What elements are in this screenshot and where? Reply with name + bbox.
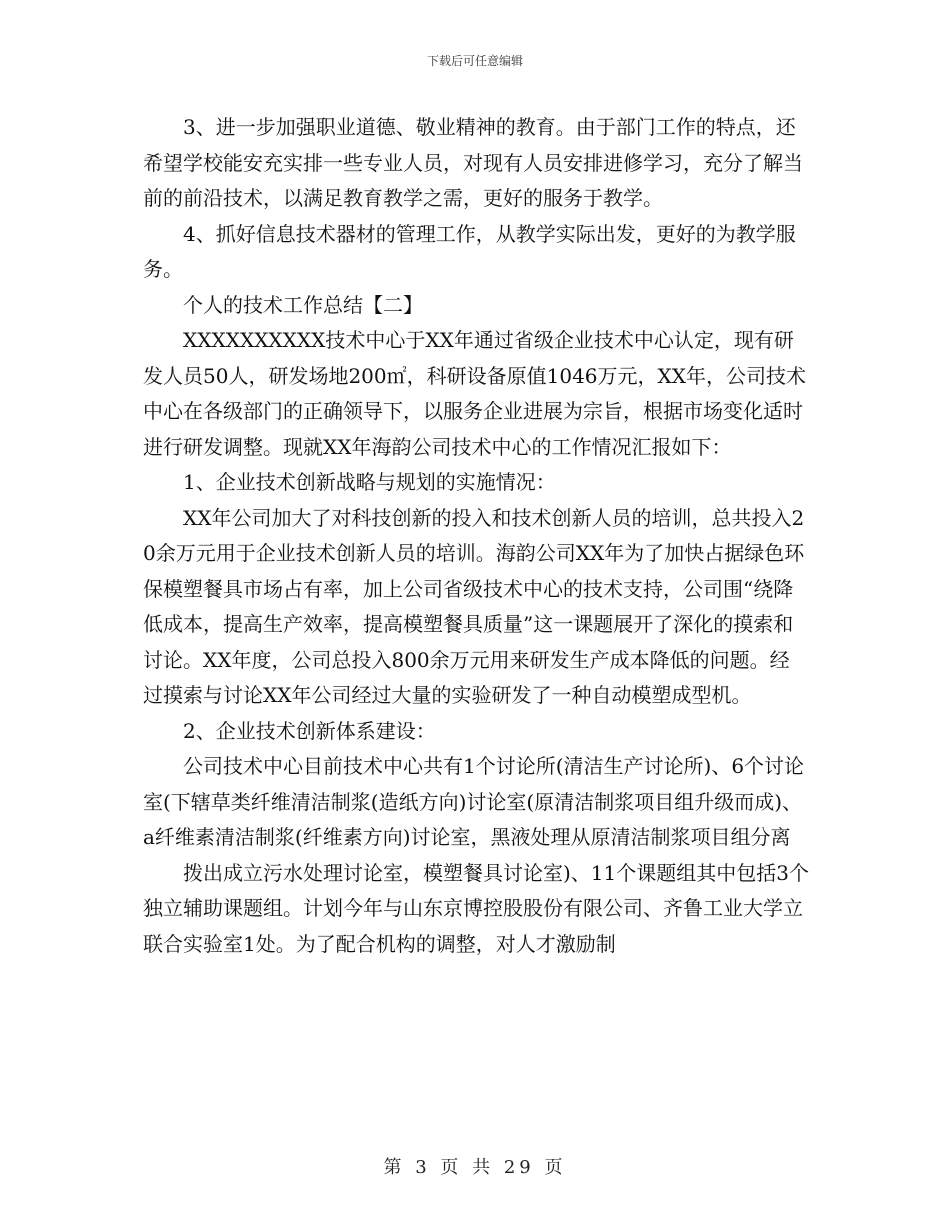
page-footer: 第 3 页 共 29 页	[383, 1157, 567, 1178]
subheading-system: 2、企业技术创新体系建设：	[183, 718, 436, 743]
paragraph-item-4: 4、抓好信息技术器材的管理工作，从教学实际出发，更好的为教学服务。	[143, 221, 796, 281]
paragraph-continuation: 拨出成立污水处理讨论室，模塑餐具讨论室)、11个课题组其中包括3个独立辅助课题组。计划今年与山东京博控股股份有限公司、齐鲁工业大学立联合实验室1处。为了配合机构的调整，对人才激励制	[143, 860, 809, 956]
paragraph-strategy: XX年公司加大了对科技创新的投入和技术创新人员的培训，总共投入20余万元用于企业技术创新人员的培训。海韵公司XX年为了加快占据绿色环保模塑餐具市场占有率，加上公司省级技术中心的技术支持，公司围“绕降低成本，提高生产效率，提高模塑餐具质量”这一课题展开了深化的摸索和讨论。XX年度，公司总投入800余万元用来研发生产成本降低的问题。经过摸索与讨论XX年公司经过大量的实验研发了一种自动模塑成型机。	[143, 505, 805, 707]
paragraph-system: 公司技术中心目前技术中心共有1个讨论所(清洁生产讨论所)、6个讨论室(下辖草类纤维清洁制浆(造纸方向)讨论室(原清洁制浆项目组升级而成)、a纤维素清洁制浆(纤维素方向)讨论室，黑液处理从原清洁制浆项目组分离	[143, 754, 805, 849]
subheading-strategy: 1、企业技术创新战略与规划的实施情况：	[183, 470, 556, 494]
header-note: 下载后可任意编辑	[426, 54, 523, 68]
section-heading: 个人的技术工作总结【二】	[183, 292, 423, 317]
paragraph-item-3: 3、进一步加强职业道德、敬业精神的教育。由于部门工作的特点，还希望学校能安充实排一些专业人员，对现有人员安排进修学习，充分了解当前的前沿技术，以满足教育教学之需，更好的服务于教学。	[143, 115, 803, 210]
paragraph-intro: XXXXXXXXXX技术中心于XX年通过省级企业技术中心认定，现有研发人员50人，研发场地200㎡，科研设备原值1046万元，XX年，公司技术中心在各级部门的正确领导下，以服务企业进展为宗旨，根据市场变化适时进行研发调整。现就XX年海韵公司技术中心的工作情况汇报如下：	[143, 328, 806, 459]
document-body	[143, 110, 809, 962]
